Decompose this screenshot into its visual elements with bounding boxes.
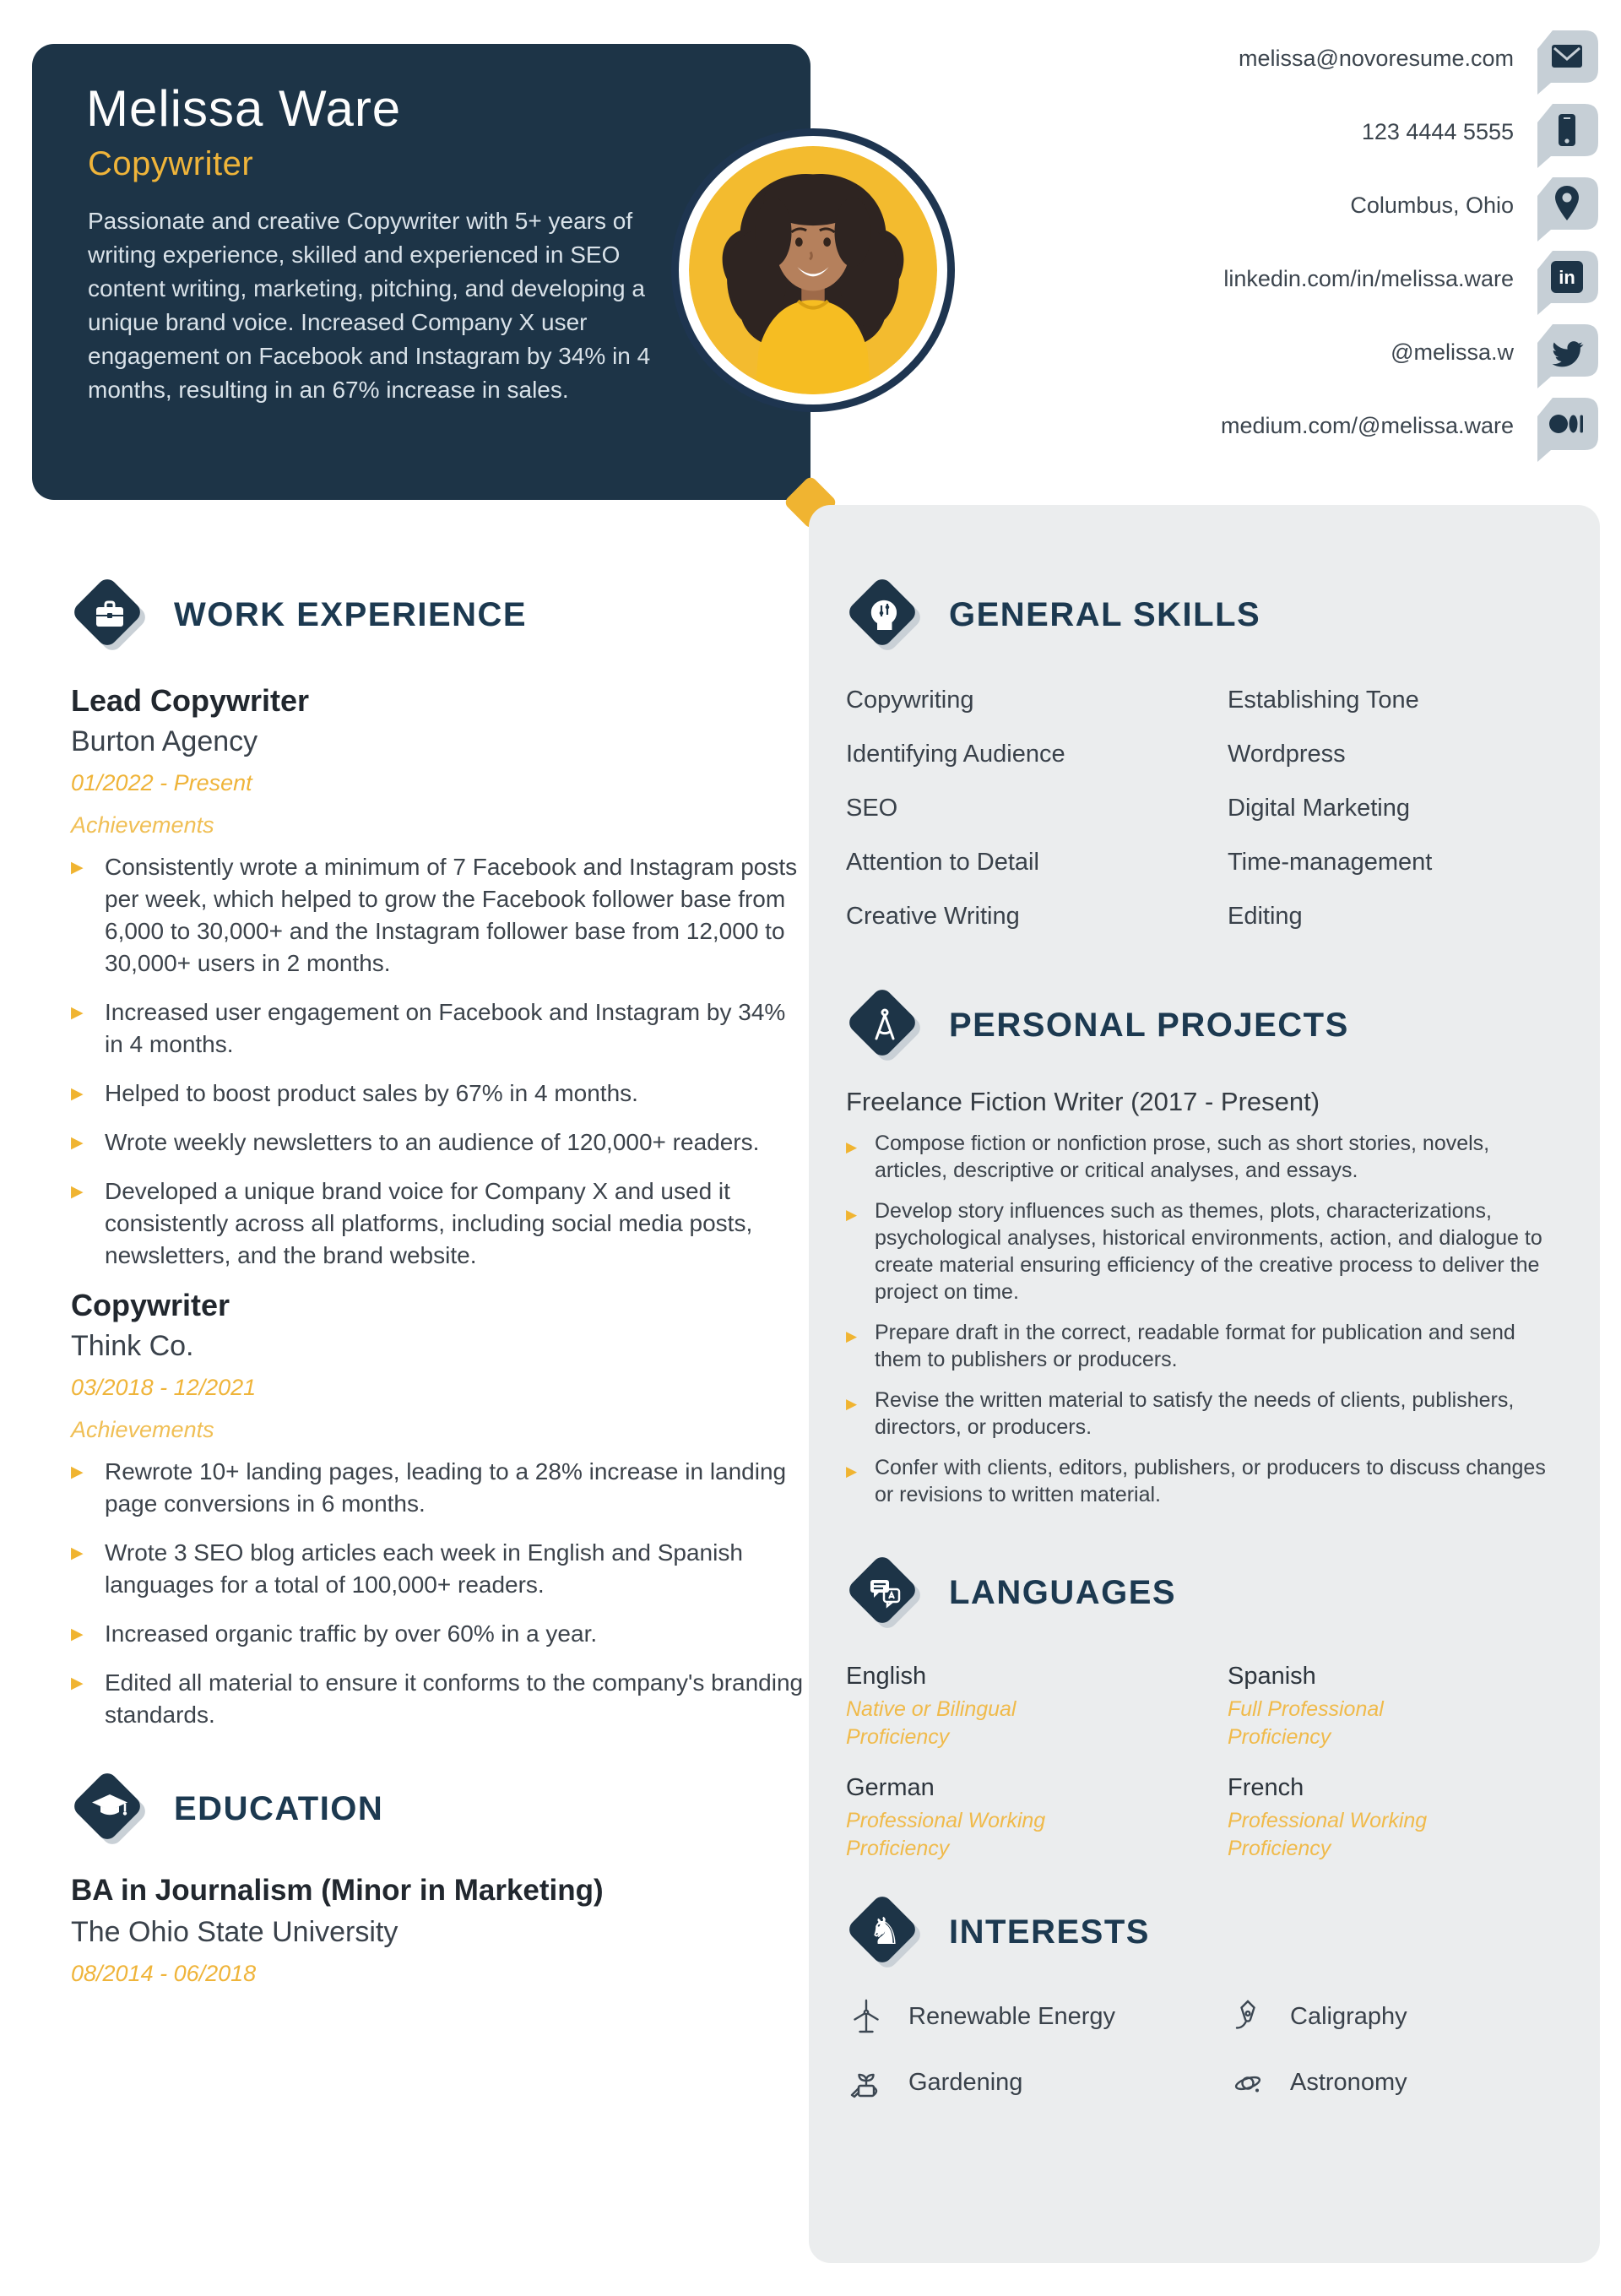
section-title-languages: LANGUAGES [949,1573,1177,1611]
language-level: Full Professional Proficiency [1228,1697,1384,1749]
personal-projects-header [846,986,1561,1064]
job-lead-copywriter [71,684,804,1272]
job-dates: 01/2022 - Present [71,770,252,795]
interest-item [1228,2062,1561,2103]
contact-twitter [1221,324,1598,388]
project-title: Freelance Fiction Writer (2017 - Present) [846,1087,1320,1116]
bullet-icon: ▶ [71,1625,84,1643]
education-school: The Ohio State University [71,1916,398,1948]
education-degree: BA in Journalism (Minor in Marketing) [71,1874,604,1907]
location-pin-icon [1534,177,1598,242]
interest-item [846,2062,1228,2103]
bullet-item: ▶ Rewrote 10+ landing pages, leading to a 28% increase in landing page conversions in 6 months. [71,1458,787,1517]
wind-turbine-icon [846,1996,886,2037]
contact-medium [1221,398,1598,462]
bullet-icon: ▶ [846,1328,858,1345]
section-title-work: WORK EXPERIENCE [174,595,528,633]
job-title: Copywriter [71,1288,230,1322]
achievements-label: Achievements [71,1417,214,1442]
skill-item: Digital Marketing [1228,795,1410,822]
interests-grid [846,1996,1561,2103]
drafting-compass-icon [846,986,924,1064]
interest-label: Astronomy [1290,2068,1407,2096]
gardening-icon [846,2062,886,2103]
bullet-icon: ▶ [71,858,84,877]
interest-item [846,1996,1228,2037]
bullet-icon: ▶ [71,1182,84,1201]
language-level: Professional Working Proficiency [846,1809,1046,1860]
skill-item: Wordpress [1228,741,1346,768]
contact-email [1221,30,1598,95]
bullet-icon: ▶ [71,1463,84,1481]
language-level: Professional Working Proficiency [1228,1809,1428,1860]
language-name: German [846,1774,935,1801]
avatar [689,146,937,394]
bullet-item: ▶ Develop story influences such as themes, plots, characterizations, psychological analyses, historical environments, action, and dialogue to create material ensuring efficiency of the creative process to deliver the project on time. [846,1199,1542,1304]
bullet-item: ▶ Compose fiction or nonfiction prose, such as short stories, novels, articles, descriptive or critical analyses, and essays. [846,1132,1490,1182]
bullet-item: ▶ Edited all material to ensure it conforms to the company's branding standards. [71,1669,804,1728]
bullet-icon: ▶ [71,1674,84,1692]
section-title-interests: INTERESTS [949,1913,1150,1951]
envelope-icon [1534,30,1598,95]
skills-head-icon [846,576,924,654]
bullet-icon: ▶ [846,1139,858,1156]
languages-header [846,1554,1561,1631]
bullet-item: ▶ Helped to boost product sales by 67% in 4 months. [71,1080,638,1106]
contact-linkedin [1221,251,1598,315]
bullet-icon: ▶ [71,1544,84,1562]
bullet-item: ▶ Increased organic traffic by over 60% in a year. [71,1620,598,1647]
email-value[interactable]: melissa@novoresume.com [1238,45,1514,71]
briefcase-icon [71,576,149,654]
svg-text:in: in [1559,267,1575,288]
skill-item: Identifying Audience [846,741,1065,768]
section-title-education: EDUCATION [174,1789,384,1827]
left-column [71,576,804,1987]
person-summary: Passionate and creative Copywriter with 5+ years of writing experience, skilled and experienced in SEO content writing, marketing, pitching, and developing a unique brand voice. Increased Company X user engagement on Facebook and Instagram by 34% in 4 months, resulting in an 67% increase in sales. [88,208,651,403]
job-bullets [71,1456,804,1731]
bullet-item: ▶ Developed a unique brand voice for Company X and used it consistently across all platforms, including social media posts, newsletters, and the brand website. [71,1178,753,1268]
languages-grid [846,1662,1561,1863]
section-title-projects: PERSONAL PROJECTS [949,1006,1349,1044]
chess-knight-icon: ♞ [846,1893,924,1971]
person-job-title: Copywriter [88,145,254,182]
interest-label: Renewable Energy [908,2002,1116,2030]
phone-value: 123 4444 5555 [1361,118,1514,144]
language-item [846,1773,1228,1863]
language-item [1228,1773,1561,1863]
interest-item [1228,1996,1561,2037]
skill-item: Creative Writing [846,903,1020,930]
linkedin-icon [1534,251,1598,315]
job-title: Lead Copywriter [71,683,310,718]
job-copywriter [71,1289,804,1731]
fountain-pen-icon [1228,1996,1268,2037]
interest-label: Caligraphy [1290,2002,1407,2030]
right-panel [809,505,1600,2263]
twitter-icon [1534,324,1598,388]
translate-icon [846,1554,924,1631]
bullet-item: ▶ Revise the written material to satisfy the needs of clients, publishers, directors, or producers. [846,1388,1515,1439]
graduation-cap-icon [71,1770,149,1848]
language-name: English [846,1663,927,1690]
general-skills-header [846,576,1561,654]
astronomy-icon [1228,2062,1268,2103]
contact-location [1221,177,1598,242]
language-item [846,1662,1228,1751]
medium-value[interactable]: medium.com/@melissa.ware [1221,412,1514,438]
language-name: Spanish [1228,1663,1316,1690]
bullet-item: ▶ Prepare draft in the correct, readable format for publication and send them to publishers or producers. [846,1321,1515,1371]
job-bullets [71,851,804,1272]
work-experience-header [71,576,804,654]
skill-item: Copywriting [846,687,974,714]
profile-photo [671,128,955,412]
bullet-item: ▶ Wrote 3 SEO blog articles each week in English and Spanish languages for a total of 100,000+ readers. [71,1539,743,1598]
bullet-icon: ▶ [846,1207,858,1224]
bullet-item: ▶ Consistently wrote a minimum of 7 Facebook and Instagram posts per week, which helped to grow the Facebook follower base from 6,000 to 30,000+ and the Instagram follower base from 12,000 to 30,000+ users in 2 months. [71,854,798,976]
bullet-item: ▶ Increased user engagement on Facebook and Instagram by 34% in 4 months. [71,999,786,1057]
bullet-item: ▶ Wrote weekly newsletters to an audience of 120,000+ readers. [71,1129,760,1155]
interests-header [846,1893,1561,1971]
bullet-item: ▶ Confer with clients, editors, publishers, or producers to discuss changes or revisions to written material. [846,1456,1546,1506]
language-level: Native or Bilingual Proficiency [846,1697,1017,1749]
photo-ring [679,136,947,404]
twitter-value[interactable]: @melissa.w [1391,339,1514,365]
education-header [71,1770,804,1848]
job-company: Burton Agency [71,725,258,757]
job-company: Think Co. [71,1330,194,1362]
bullet-icon: ▶ [846,1396,858,1413]
phone-icon [1534,104,1598,168]
bullet-icon: ▶ [71,1084,84,1103]
bullet-icon: ▶ [71,1133,84,1152]
project-bullets [846,1130,1561,1508]
skill-item: Time-management [1228,849,1433,876]
person-name: Melissa Ware [86,80,402,137]
skills-grid [846,687,1561,929]
medium-icon [1534,398,1598,462]
job-dates: 03/2018 - 12/2021 [71,1375,257,1400]
language-item [1228,1662,1561,1751]
contact-phone [1221,104,1598,168]
skill-item: Attention to Detail [846,849,1039,876]
education-dates: 08/2014 - 06/2018 [71,1961,257,1986]
contact-list [1221,30,1598,462]
bullet-icon: ▶ [71,1003,84,1022]
achievements-label: Achievements [71,812,214,838]
interest-label: Gardening [908,2068,1023,2096]
linkedin-value[interactable]: linkedin.com/in/melissa.ware [1223,265,1514,291]
bullet-icon: ▶ [846,1463,858,1480]
location-value: Columbus, Ohio [1350,192,1514,218]
skill-item: SEO [846,795,898,822]
section-title-skills: GENERAL SKILLS [949,595,1261,633]
skill-item: Establishing Tone [1228,687,1419,714]
skill-item: Editing [1228,903,1303,930]
language-name: French [1228,1774,1304,1801]
